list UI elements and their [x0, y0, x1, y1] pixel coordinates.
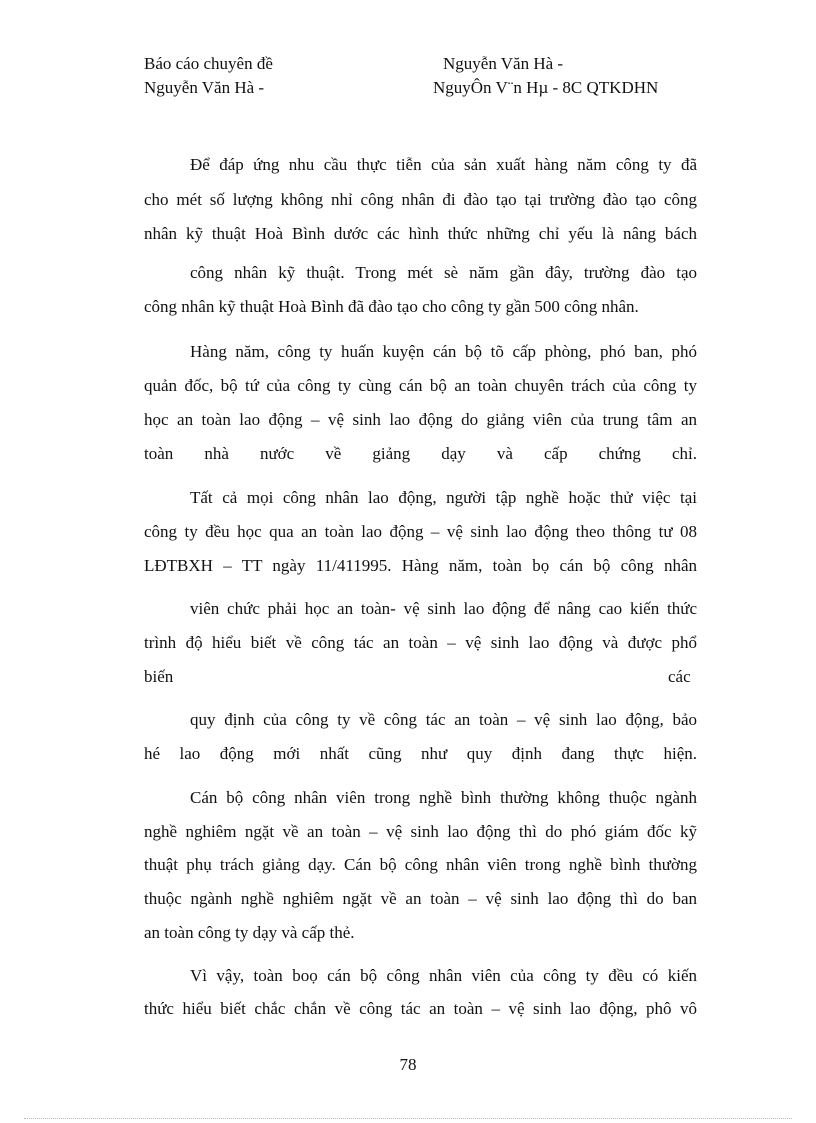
- body-line: học an toàn lao động – vệ sinh lao động do giảng viên của trung tâm an: [144, 410, 697, 429]
- body-line: công ty đều học qua an toàn lao động – vệ sinh lao động theo thông tư 08: [144, 522, 697, 541]
- body-line: cho mét số lượng không nhỉ công nhân đi đào tạo tại trường đào tạo công: [144, 190, 697, 209]
- body-line: viên chức phải học an toàn- vệ sinh lao động để nâng cao kiến thức: [190, 599, 697, 618]
- body-line: LĐTBXH – TT ngày 11/411995. Hàng năm, toàn bọ cán bộ công nhân: [144, 556, 697, 575]
- header-author-name: Nguyễn Văn Hà -: [443, 54, 564, 73]
- body-line: các: [668, 667, 691, 686]
- body-line: quy định của công ty về công tác an toàn – vệ sinh lao động, bảo: [190, 710, 697, 729]
- body-line: công nhân kỹ thuật Hoà Bình đã đào tạo cho công ty gần 500 công nhân.: [144, 297, 639, 316]
- body-line: toàn nhà nước về giảng dạy và cấp chứng chỉ.: [144, 444, 697, 463]
- body-line: quản đốc, bộ tứ của công ty cùng cán bộ an toàn chuyên trách của công ty: [144, 376, 697, 395]
- body-line: Tất cả mọi công nhân lao động, người tập nghề hoặc thử việc tại: [190, 488, 697, 507]
- body-line: hé lao động mới nhất cũng như quy định đang thực hiện.: [144, 744, 697, 763]
- body-line: nghề nghiêm ngặt về an toàn – vệ sinh lao động thì do phó giám đốc kỹ: [144, 822, 697, 841]
- body-line: biến: [144, 667, 174, 686]
- page-number: 78: [399, 1055, 417, 1074]
- header-report-title: Báo cáo chuyên đề: [144, 54, 273, 73]
- body-line: thuật phụ trách giảng dạy. Cán bộ công nhân viên trong nghề bình thường: [144, 855, 697, 874]
- body-line: công nhân kỹ thuật. Trong mét sè năm gần đây, trường đào tạo: [190, 263, 697, 282]
- body-line: Cán bộ công nhân viên trong nghề bình thường không thuộc ngành: [190, 788, 697, 807]
- body-line: nhân kỹ thuật Hoà Bình dước các hình thức những chỉ yếu là nâng bách: [144, 224, 697, 243]
- body-line: Hàng năm, công ty huấn kuyện cán bộ tõ cấp phòng, phó ban, phó: [190, 342, 697, 361]
- body-line: thức hiểu biết chắc chắn về công tác an toàn – vệ sinh lao động, phô vô: [144, 999, 697, 1018]
- header-author-name-2: Nguyễn Văn Hà -: [144, 78, 265, 97]
- body-line: trình độ hiểu biết về công tác an toàn – vệ sinh lao động và được phổ: [144, 633, 697, 652]
- body-line: thuộc ngành nghề nghiêm ngặt về an toàn – vệ sinh lao động thì do ban: [144, 889, 697, 908]
- header-author-class: NguyÔn V¨n Hµ - 8C QTKDHN: [433, 78, 659, 97]
- body-line: Để đáp ứng nhu cầu thực tiễn của sản xuất hàng năm công ty đã: [190, 155, 697, 174]
- footer-divider: [24, 1118, 792, 1119]
- body-line: an toàn công ty dạy và cấp thẻ.: [144, 923, 355, 942]
- body-line: Vì vậy, toàn boọ cán bộ công nhân viên của công ty đều có kiến: [190, 966, 697, 985]
